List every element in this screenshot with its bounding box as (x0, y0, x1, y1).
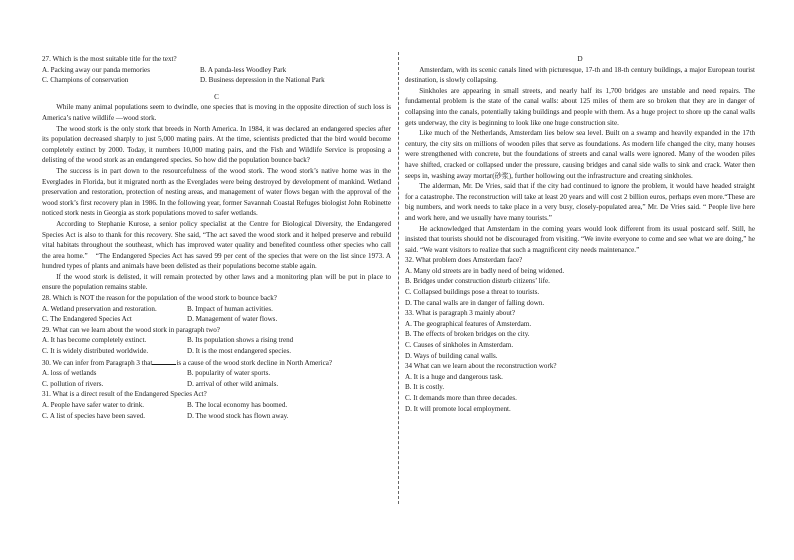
passage-d-paragraph-1: Amsterdam, with its scenic canals lined with picturesque, 17-th and 18-th century buildings, a major European tourist destination, is slowly collapsing. (405, 65, 755, 85)
question-stem: 33. What is paragraph 3 mainly about? (405, 309, 515, 318)
option-d[interactable]: D. The wood stock has flown away. (187, 411, 289, 420)
option-a[interactable]: A. loss of wetlands (42, 369, 97, 378)
passage-d-paragraph-2: Sinkholes are appearing in small streets, and nearly half its 1,700 bridges are unstable and need repairs. The fundamental problem is the state of the canal walls: about 125 miles of them are so broken that they are in danger of collapsing into the canals, potentially taking buildings and people with them. As a huge project to shore up the canal walls gets underway, the city is beginning to look like one huge construction site. (405, 86, 755, 127)
question-32 (405, 255, 755, 308)
passage-d-heading: D (577, 55, 583, 63)
option-c[interactable]: C. pollution of rivers. (42, 379, 104, 388)
option-d[interactable]: D. It is the most endangered species. (187, 347, 292, 356)
right-column (405, 54, 755, 414)
question-stem (42, 357, 391, 369)
passage-d-paragraph-4: The alderman, Mr. De Vries, said that if the city had continued to ignore the problem, it would have headed straight for a catastrophe. The reconstruction will take at least 20 years and will cost 2 billion euros, perhaps even more.“These are big numbers, and work needs to take place in a very busy, closely-populated area,” Mr. De Vries said. “ People live here and work here, and we usually have many tourists.” (405, 182, 755, 222)
option-c[interactable]: C. The Endangered Species Act (42, 315, 132, 324)
option-a[interactable]: A. People have safer water to drink. (42, 401, 145, 409)
option-b[interactable]: B. Impact of human activities. (187, 304, 273, 313)
question-stem: 31. What is a direct result of the Endangered Species Act? (42, 390, 207, 399)
option-b[interactable]: B. popularity of water sports. (187, 369, 271, 378)
option-b[interactable]: B. Its population shows a rising trend (187, 336, 294, 345)
option-c[interactable]: C. Causes of sinkholes in Amsterdam. (405, 341, 514, 350)
question-stem: 29. What can we learn about the wood stork in paragraph two? (42, 325, 220, 334)
option-d[interactable]: D. Management of water flows. (187, 315, 278, 324)
option-row (42, 75, 391, 86)
option-row (42, 346, 391, 357)
option-row (42, 314, 391, 325)
option-row (42, 335, 391, 346)
option-row (42, 400, 391, 411)
option-b[interactable]: B. The effects of broken bridges on the city. (405, 330, 530, 339)
question-31 (42, 389, 391, 421)
question-stem: 27. Which is the most suitable title for the text? (42, 55, 177, 63)
question-stem: 32. What problem does Amsterdam face? (405, 256, 523, 265)
question-27 (42, 54, 391, 86)
passage-c-paragraph-1: While many animal populations seem to dwindle, one species that is moving in the opposite direction of such loss is America’s native wildlife —wood stork. (42, 103, 391, 122)
option-b[interactable]: B. Bridges under construction disturb citizens’ life. (405, 277, 550, 286)
question-33 (405, 308, 755, 361)
option-b[interactable]: B. It is costly. (405, 383, 445, 392)
option-a[interactable]: A. It is a huge and dangerous task. (405, 372, 503, 381)
option-c[interactable]: C. A list of species have been saved. (42, 411, 146, 420)
question-stem: 34 What can we learn about the reconstruction work? (405, 362, 557, 371)
option-a[interactable]: A. The geographical features of Amsterdam. (405, 319, 532, 328)
question-30 (42, 357, 391, 390)
option-c[interactable]: C. Collapsed buildings pose a threat to tourists. (405, 288, 540, 297)
passage-d-paragraph-5: He acknowledged that Amsterdam in the coming years would look different from its usual postcard self. Still, he insisted that tourists should not be discouraged from visiting. “We invite everyone to come and see what we are doing,” he said. “We want visitors to realize that such a magnificent city needs maintenance.” (405, 224, 755, 254)
option-b[interactable]: B. A panda-less Woodley Park (200, 65, 287, 74)
option-a[interactable]: A. It has become completely extinct. (42, 336, 147, 345)
option-row (42, 411, 391, 422)
option-a[interactable]: A. Wetland preservation and restoration. (42, 304, 157, 313)
option-row (42, 304, 391, 315)
option-c[interactable]: C. It demands more than three decades. (405, 394, 517, 402)
option-d[interactable]: D. The canal walls are in danger of falling down. (405, 298, 545, 307)
passage-d-paragraph-3: Like much of the Netherlands, Amsterdam lies below sea level. Built on a swamp and heavily expanded in the 17th century, the city sits on millions of wooden piles that serve as foundations. As modern life changed the city, many houses were strengthened with concrete, but the foundations of streets and canal walls were ignored. Many of the wooden piles have shifted, cracked or collapsed under the pressure, causing bridges and canal side walls to sink and crack. Water then seeps in, washing away mortar(砂浆), further hollowing out the infrastructure and creating sinkholes. (405, 129, 755, 180)
passage-c-heading: C (214, 92, 219, 101)
option-row (42, 379, 391, 390)
answer-blank[interactable] (152, 357, 176, 365)
option-a[interactable]: A. Packing away our panda memories (42, 65, 150, 74)
option-d[interactable]: D. Ways of building canal walls. (405, 351, 498, 360)
option-c[interactable]: C. It is widely distributed worldwide. (42, 347, 149, 356)
question-stem: 28. Which is NOT the reason for the population of the wood stork to bounce back? (42, 294, 277, 303)
option-c[interactable]: C. Champions of conservation (42, 76, 129, 85)
left-column (42, 54, 391, 421)
passage-c-paragraph-4: According to Stephanie Kurose, a senior policy specialist at the Centre for Biological Diversity, the Endangered Species Act is also to thank for this recovery. She said, “The act saved the wood stork and it helped preserve and rebuild vital habitats throughout the southeast, which has improved water quality and benefited countless other species who call the area home.” “The Endangered Species Act has saved 99 per cent of the species that were on the list since 1973. A hundred types of plants and animals have been delisted as their populations become stable again. (42, 219, 391, 271)
question-stem-part-1: 30. We can infer from Paragraph 3 that (42, 358, 153, 367)
option-d[interactable]: D. It will promote local employment. (405, 404, 511, 413)
option-b[interactable]: B. The local economy has boomed. (187, 401, 288, 409)
passage-c-paragraph-3: The success is in part down to the resourcefulness of the wood stork. The wood stork’s native home was in the Everglades in Florida, but it migrated north as the Everglades were being destroyed by development of mankind. Wetland preservation and restoration, protection of nesting areas, and management of water flows began with the approval of the wood stork’s first recovery plan in 1986. In the following year, former Savannah Coastal Refuges biologist John Robinette noticed stork nests in Georgia as stork populations moved to safer wetlands. (42, 166, 391, 218)
column-divider (398, 52, 399, 504)
passage-c-paragraph-5: If the wood stork is delisted, it will remain protected by other laws and a monitoring plan will be put in place to ensure the population remains stable. (42, 272, 391, 292)
question-stem-part-2: is a cause of the wood stork decline in North America? (176, 358, 333, 367)
option-row (42, 368, 391, 379)
question-34 (405, 361, 755, 414)
option-d[interactable]: D. Business depression in the National Park (200, 76, 325, 85)
question-29 (42, 325, 391, 357)
option-row (42, 65, 391, 76)
question-28 (42, 293, 391, 325)
passage-c-paragraph-2: The wood stork is the only stork that breeds in North America. In 1984, it was declared an endangered species after its population decreased sharply to just 5,000 mating pairs. At the time, scientists predicted that the bird would become completely extinct by 2000. Today, it numbers 10,000 mating pairs, and the Fish and Wildlife Service is proposing a delisting of the wood stork as an endangered species. So how did the population bounce back? (42, 124, 391, 165)
option-a[interactable]: A. Many old streets are in badly need of being widened. (405, 266, 565, 275)
option-d[interactable]: D. arrival of other wild animals. (187, 379, 279, 388)
